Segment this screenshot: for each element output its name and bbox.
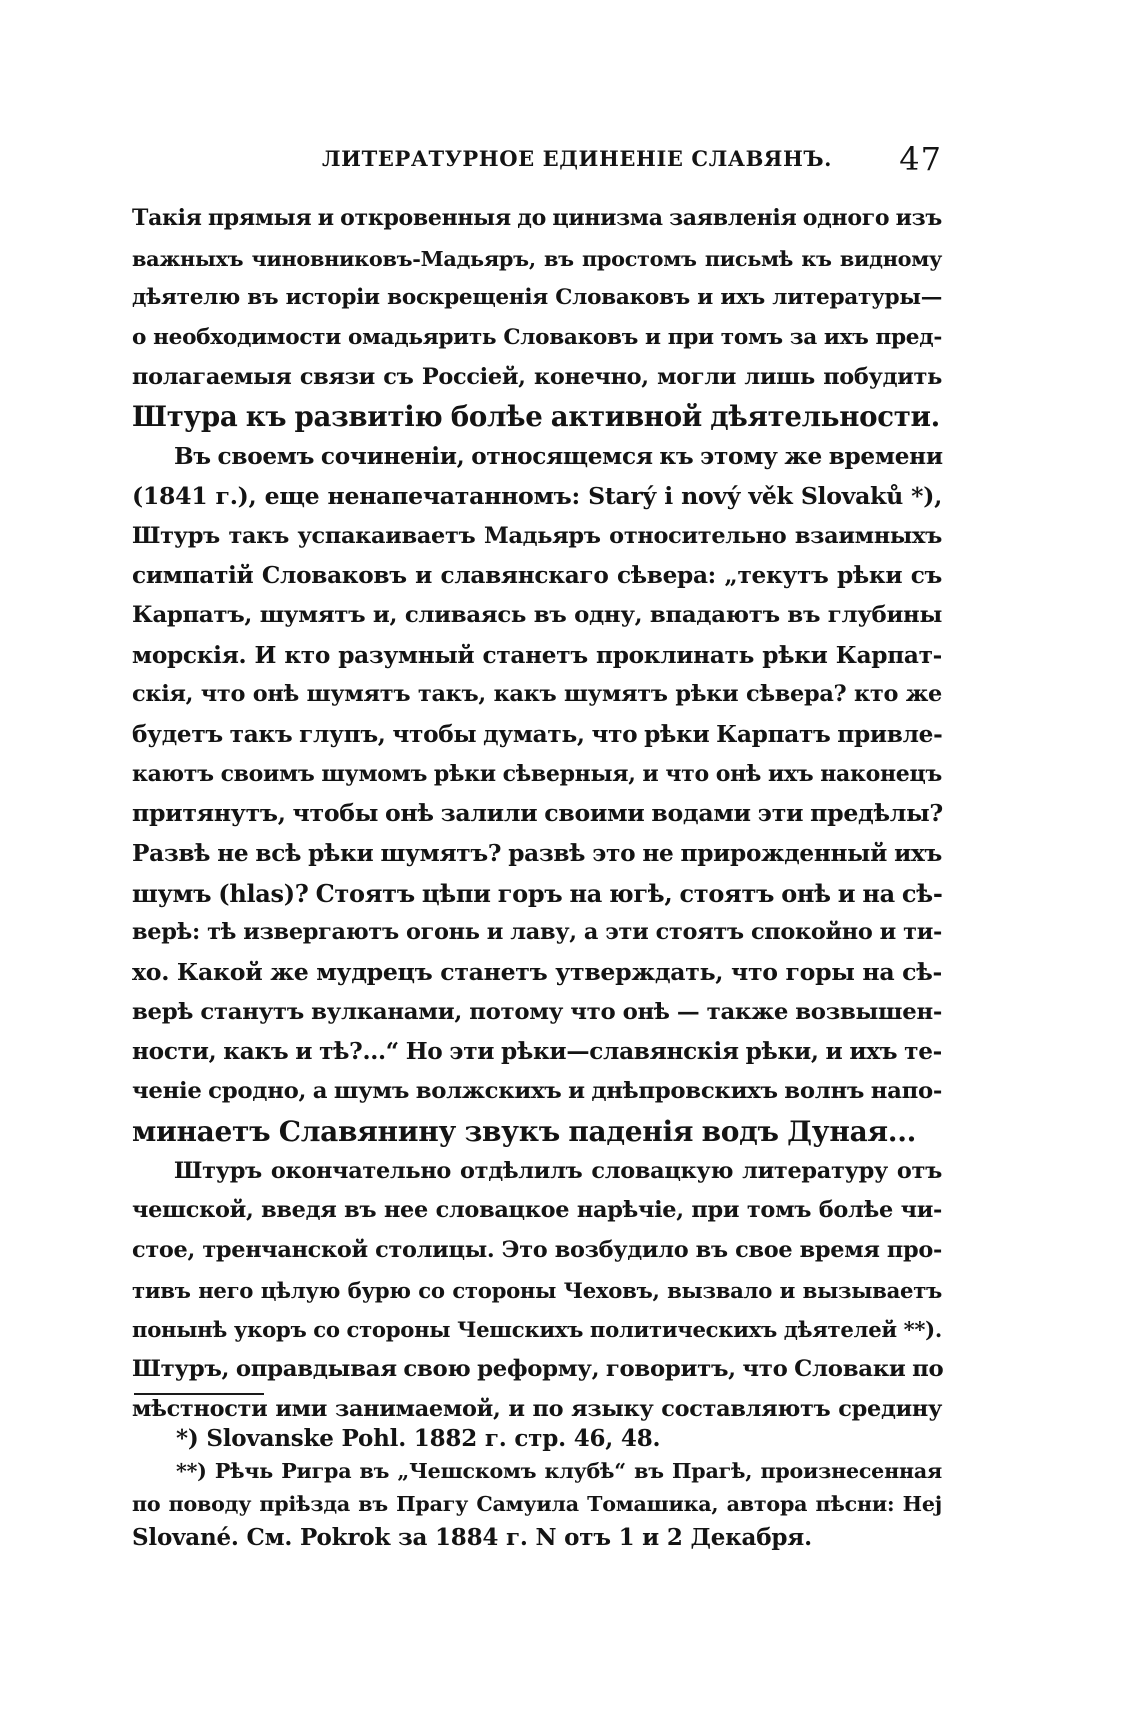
text-line: важныхъ чиновниковъ-Мадьяръ, въ простомъ письмѣ къ видному (132, 245, 942, 271)
text-line: симпатій Словаковъ и славянскаго сѣвера: „текутъ рѣки съ (132, 562, 942, 590)
text-line: мѣстности ими занимаемой, и по языку составляютъ средину (132, 1395, 942, 1422)
text-line: полагаемыя связи съ Россіей, конечно, могли лишь побудить (132, 363, 942, 390)
text-line: Штура къ развитію болѣе активной дѣятельности. (132, 400, 940, 434)
text-line: верѣ: тѣ извергаютъ огонь и лаву, а эти стоятъ спокойно и ти- (132, 919, 942, 946)
text-line: стое, тренчанской столицы. Это возбудило въ свое время про- (132, 1236, 942, 1263)
text-line: Штуръ такъ успакаиваетъ Мадьяръ относительно взаимныхъ (132, 522, 942, 549)
text-line: ности, какъ и тѣ?...“ Но эти рѣки—славянскія рѣки, и ихъ те- (132, 1038, 942, 1066)
text-line: чешской, введя въ нее словацкое нарѣчіе, при томъ болѣе чи- (132, 1197, 942, 1224)
text-line: Карпатъ, шумятъ и, сливаясь въ одну, впадаютъ въ глубины (132, 601, 942, 628)
footnote-2-line: Slované. См. Pokrok за 1884 г. N отъ 1 и 2 Декабря. (132, 1524, 812, 1551)
text-line: ченіе сродно, а шумъ волжскихъ и днѣпровскихъ волнъ напо- (132, 1078, 943, 1105)
text-line: хо. Какой же мудрецъ станетъ утверждать, что горы на сѣ- (132, 958, 942, 987)
footnote-2-line: по поводу пріѣзда въ Прагу Самуила Томашика, автора пѣсни: Hej (132, 1492, 942, 1516)
text-line: (1841 г.), еще ненапечатанномъ: Starý i nový věk Slovaků *), (132, 481, 942, 510)
text-line: шумъ (hlas)? Стоятъ цѣпи горъ на югѣ, стоятъ онѣ и на сѣ- (132, 878, 943, 908)
paragraph-start-line: Въ своемъ сочиненіи, относящемся къ этому же времени (174, 443, 943, 471)
page-number: 47 (899, 140, 942, 178)
text-line: Такія прямыя и откровенныя до цинизма заявленія одного изъ (132, 205, 942, 231)
text-line: Развѣ не всѣ рѣки шумятъ? развѣ это не прирожденный ихъ (132, 840, 942, 867)
text-line: верѣ станутъ вулканами, потому что онѣ — также возвышен- (132, 998, 942, 1025)
paragraph-start-line: Штуръ окончательно отдѣлилъ словацкую литературу отъ (174, 1157, 942, 1184)
text-line: тивъ него цѣлую бурю со стороны Чеховъ, вызвало и вызываетъ (132, 1277, 942, 1303)
text-line: о необходимости омадьярить Словаковъ и при томъ за ихъ пред- (132, 325, 942, 351)
body-text (132, 199, 942, 1429)
text-line: дѣятелю въ исторіи воскрещенія Словаковъ и ихъ литературы— (132, 285, 942, 311)
text-line: Штуръ, оправдывая свою реформу, говоритъ, что Словаки по (132, 1355, 944, 1382)
text-line: каютъ своимъ шумомъ рѣки сѣверныя, и что онѣ ихъ наконецъ (132, 760, 942, 787)
footnote-2-line: **) Рѣчь Ригра въ „Чешскомъ клубѣ“ въ Прагѣ, произнесенная (176, 1459, 942, 1483)
text-line: морскія. И кто разумный станетъ проклинать рѣки Карпат- (132, 641, 942, 669)
text-line: будетъ такъ глупъ, чтобы думать, что рѣки Карпатъ привле- (132, 720, 943, 748)
text-line: минаетъ Славянину звукъ паденія водъ Дуная... (132, 1114, 917, 1148)
text-line: понынѣ укоръ со стороны Чешскихъ политическихъ дѣятелей **). (132, 1317, 942, 1343)
text-line: притянутъ, чтобы онѣ залили своими водами эти предѣлы? (132, 799, 943, 828)
footnote-1: *) Slovanske Pohl. 1882 г. стр. 46, 48. (176, 1425, 661, 1452)
footnote-separator-rule (134, 1393, 264, 1395)
running-title: ЛИТЕРАТУРНОЕ ЕДИНЕНІЕ СЛАВЯНЪ. (322, 146, 833, 171)
running-head (132, 140, 942, 180)
footnotes (132, 1422, 942, 1554)
text-line: скія, что онѣ шумятъ такъ, какъ шумятъ рѣки сѣвера? кто же (132, 681, 942, 708)
